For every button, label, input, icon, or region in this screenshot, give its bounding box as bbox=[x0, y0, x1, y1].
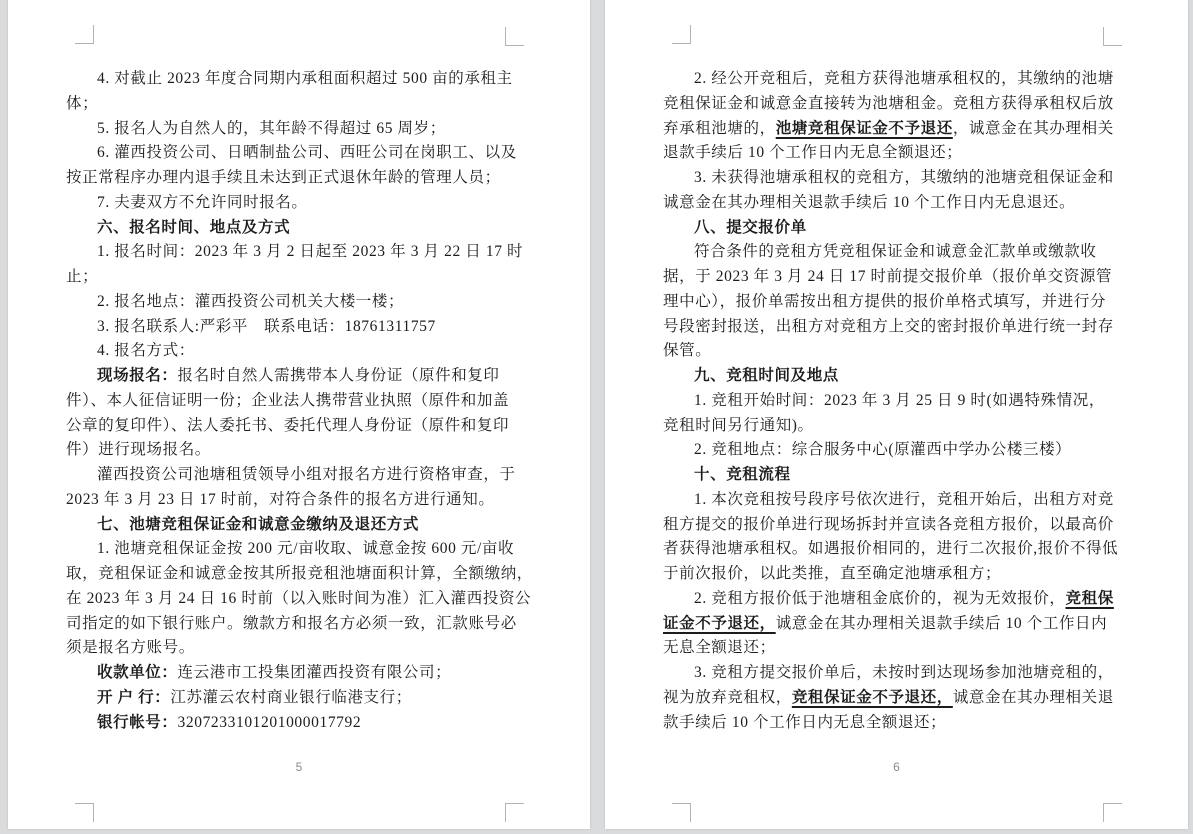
body-text: 保管。 bbox=[663, 342, 712, 360]
text-line bbox=[66, 711, 546, 736]
bold-text: 七、池塘竞租保证金和诚意金缴纳及退还方式 bbox=[97, 515, 420, 533]
text-line bbox=[66, 463, 546, 488]
body-text: 4. 报名方式： bbox=[97, 342, 195, 360]
document-page-5 bbox=[8, 0, 590, 829]
text-line bbox=[66, 265, 546, 290]
crop-mark-top-right-icon bbox=[1103, 27, 1122, 46]
body-text: 竞租时间另行通知)。 bbox=[663, 416, 814, 434]
text-line bbox=[66, 191, 546, 216]
text-line bbox=[66, 240, 546, 265]
body-text: 3. 未获得池塘承租权的竞租方，其缴纳的池塘竞租保证金和 bbox=[694, 169, 1114, 186]
body-text: 者获得池塘承租权。如遇报价相同的，进行二次报价,报价不得低 bbox=[663, 540, 1119, 558]
body-text: 号段密封报送，出租方对竞租方上交的密封报价单进行统一封存 bbox=[663, 317, 1114, 335]
body-text: 无息全额退还； bbox=[663, 639, 776, 657]
bold-text: 十、竞租流程 bbox=[694, 466, 791, 483]
text-line bbox=[663, 686, 1144, 711]
text-line bbox=[66, 117, 546, 142]
text-line bbox=[66, 661, 546, 686]
emphasized-text: 池塘竞租保证金不予退还 bbox=[775, 119, 953, 137]
crop-mark-bottom-left-icon bbox=[75, 803, 94, 822]
body-text: 3. 竞租方提交报价单后，未按时到达现场参加池塘竞租的， bbox=[694, 664, 1114, 681]
body-text: 连云港市工投集团灌西投资有限公司； bbox=[177, 664, 452, 681]
body-text: 符合条件的竞租方凭竞租保证金和诚意金汇款单或缴款收 bbox=[694, 243, 1097, 261]
text-line bbox=[663, 166, 1144, 191]
body-text: 须是报名方账号。 bbox=[66, 639, 195, 657]
body-text: 按正常程序办理内退手续且未达到正式退休年龄的管理人员； bbox=[66, 169, 501, 186]
text-line bbox=[66, 414, 546, 439]
body-text: 2. 报名地点：灌西投资公司机关大楼一楼； bbox=[97, 292, 405, 310]
body-text: 视为放弃竞租权， bbox=[663, 688, 792, 706]
text-line bbox=[66, 166, 546, 191]
body-text: 报名时自然人需携带本人身份证（原件和复印 bbox=[177, 367, 500, 384]
crop-mark-top-left-icon bbox=[672, 25, 691, 44]
emphasized-text: 竞租保证金不予退还， bbox=[791, 688, 953, 706]
body-text: 2. 竞租地点：综合服务中心(原灌西中学办公楼三楼） bbox=[694, 441, 1072, 459]
body-text: 退款手续后 10 个工作日内无息全额退还； bbox=[663, 144, 963, 162]
text-line bbox=[663, 67, 1144, 92]
document-page-6 bbox=[605, 0, 1188, 829]
body-text: 诚意金在其办理相关退 bbox=[952, 688, 1114, 706]
text-line bbox=[66, 488, 546, 513]
body-text: 1. 竞租开始时间：2023 年 3 月 25 日 9 时(如遇特殊情况， bbox=[694, 391, 1105, 409]
text-line bbox=[66, 389, 546, 414]
body-text: 公章的复印件）、法人委托书、委托代理人身份证（原件和复印 bbox=[66, 416, 510, 434]
body-text: 在 2023 年 3 月 24 日 16 时前（以入账时间为准）汇入灌西投资公 bbox=[66, 589, 532, 607]
body-text: 2. 经公开竞租后，竞租方获得池塘承租权的，其缴纳的池塘 bbox=[694, 70, 1114, 87]
body-text: 竞租保证金和诚意金直接转为池塘租金。竞租方获得承租权后放 bbox=[663, 94, 1114, 112]
text-line bbox=[663, 290, 1144, 315]
body-text: 件）、本人征信证明一份；企业法人携带营业执照（原件和加盖 bbox=[66, 391, 510, 409]
text-line bbox=[66, 612, 546, 637]
text-line bbox=[663, 92, 1144, 117]
crop-mark-bottom-right-icon bbox=[1103, 803, 1122, 822]
body-text: 1. 本次竞租按号段序号依次进行，竞租开始后，出租方对竞 bbox=[694, 490, 1114, 508]
body-text: 司指定的如下银行账户。缴款方和报名方必须一致，汇款账号必 bbox=[66, 614, 517, 632]
text-line bbox=[663, 438, 1144, 463]
text-line bbox=[663, 364, 1144, 389]
body-text: 3. 报名联系人:严彩平 联系电话：18761311757 bbox=[97, 317, 436, 335]
body-text: 取，竞租保证金和诚意金按其所报竞租池塘面积计算，全额缴纳， bbox=[66, 565, 533, 582]
body-text: 5. 报名人为自然人的，其年龄不得超过 65 周岁； bbox=[97, 119, 446, 137]
page-number: 6 bbox=[893, 760, 900, 774]
emphasized-text: 证金不予退还， bbox=[663, 614, 776, 632]
crop-mark-bottom-right-icon bbox=[505, 803, 524, 822]
body-text: 诚意金在其办理相关退款手续后 10 个工作日内无息退还。 bbox=[663, 193, 1076, 211]
bold-text: 八、提交报价单 bbox=[694, 218, 807, 236]
text-line bbox=[66, 686, 546, 711]
text-line bbox=[66, 290, 546, 315]
text-line bbox=[663, 513, 1144, 538]
text-line bbox=[663, 141, 1144, 166]
text-line bbox=[66, 339, 546, 364]
crop-mark-bottom-left-icon bbox=[672, 803, 691, 822]
page-body bbox=[663, 67, 1144, 735]
text-line bbox=[663, 240, 1144, 265]
text-line bbox=[66, 315, 546, 340]
text-line bbox=[663, 315, 1144, 340]
bold-text: 六、报名时间、地点及方式 bbox=[97, 218, 291, 236]
page-number: 5 bbox=[295, 760, 303, 774]
body-text: 止； bbox=[66, 268, 99, 285]
body-text: 3207233101201000017792 bbox=[177, 713, 362, 731]
text-line bbox=[663, 463, 1144, 488]
text-line bbox=[663, 711, 1144, 736]
text-line bbox=[66, 562, 546, 587]
body-text: 弃承租池塘的， bbox=[663, 119, 776, 137]
text-line bbox=[66, 438, 546, 463]
text-line bbox=[663, 265, 1144, 290]
bold-text: 银行帐号： bbox=[97, 713, 178, 731]
text-line bbox=[663, 587, 1144, 612]
body-text: 7. 夫妻双方不允许同时报名。 bbox=[97, 193, 308, 211]
body-text: 件）进行现场报名。 bbox=[66, 441, 211, 459]
emphasized-text: 竞租保 bbox=[1065, 589, 1114, 607]
text-line bbox=[663, 612, 1144, 637]
body-text: 理中心），报价单需按出租方提供的报价单格式填写，并进行分 bbox=[663, 292, 1107, 310]
body-text: 体； bbox=[66, 94, 99, 112]
crop-mark-top-right-icon bbox=[505, 27, 524, 46]
text-line bbox=[663, 636, 1144, 661]
text-line bbox=[663, 562, 1144, 587]
text-line bbox=[663, 488, 1144, 513]
text-line bbox=[663, 389, 1144, 414]
text-line bbox=[66, 587, 546, 612]
body-text: 2023 年 3 月 23 日 17 时前，对符合条件的报名方进行通知。 bbox=[66, 490, 495, 508]
body-text: 1. 报名时间：2023 年 3 月 2 日起至 2023 年 3 月 22 日 17 时 bbox=[97, 243, 524, 261]
body-text: 1. 池塘竞租保证金按 200 元/亩收取、诚意金按 600 元/亩收 bbox=[97, 540, 515, 558]
bold-text: 现场报名： bbox=[97, 367, 178, 384]
bold-text: 九、竞租时间及地点 bbox=[694, 367, 839, 384]
body-text: 6. 灌西投资公司、日晒制盐公司、西旺公司在岗职工、以及 bbox=[97, 144, 517, 162]
text-line bbox=[663, 191, 1144, 216]
text-line bbox=[66, 141, 546, 166]
body-text: 诚意金在其办理相关退款手续后 10 个工作日内 bbox=[775, 614, 1108, 632]
text-line bbox=[663, 339, 1144, 364]
page-body bbox=[66, 67, 546, 735]
bold-text: 收款单位： bbox=[97, 664, 178, 681]
body-text: 于前次报价，以此类推，直至确定池塘承租方； bbox=[663, 565, 1002, 582]
text-line bbox=[66, 216, 546, 241]
body-text: 租方提交的报价单进行现场拆封并宣读各竞租方报价，以最高价 bbox=[663, 515, 1114, 533]
crop-mark-top-left-icon bbox=[75, 25, 94, 44]
text-line bbox=[66, 92, 546, 117]
text-line bbox=[663, 216, 1144, 241]
text-line bbox=[663, 537, 1144, 562]
text-line bbox=[663, 661, 1144, 686]
text-line bbox=[66, 513, 546, 538]
text-line bbox=[66, 636, 546, 661]
body-text: 款手续后 10 个工作日内无息全额退还； bbox=[663, 713, 947, 731]
body-text: 江苏灌云农村商业银行临港支行； bbox=[170, 688, 412, 706]
text-line bbox=[66, 364, 546, 389]
body-text: 2. 竞租方报价低于池塘租金底价的，视为无效报价， bbox=[694, 589, 1066, 607]
body-text: ，诚意金在其办理相关 bbox=[952, 119, 1114, 137]
text-line bbox=[663, 414, 1144, 439]
body-text: 据，于 2023 年 3 月 24 日 17 时前提交报价单（报价单交资源管 bbox=[663, 268, 1113, 285]
text-line bbox=[66, 67, 546, 92]
text-line bbox=[663, 117, 1144, 142]
body-text: 灌西投资公司池塘租赁领导小组对报名方进行资格审查，于 bbox=[97, 466, 516, 483]
text-line bbox=[66, 537, 546, 562]
bold-text: 开 户 行： bbox=[97, 688, 171, 706]
body-text: 4. 对截止 2023 年度合同期内承租面积超过 500 亩的承租主 bbox=[97, 70, 513, 87]
